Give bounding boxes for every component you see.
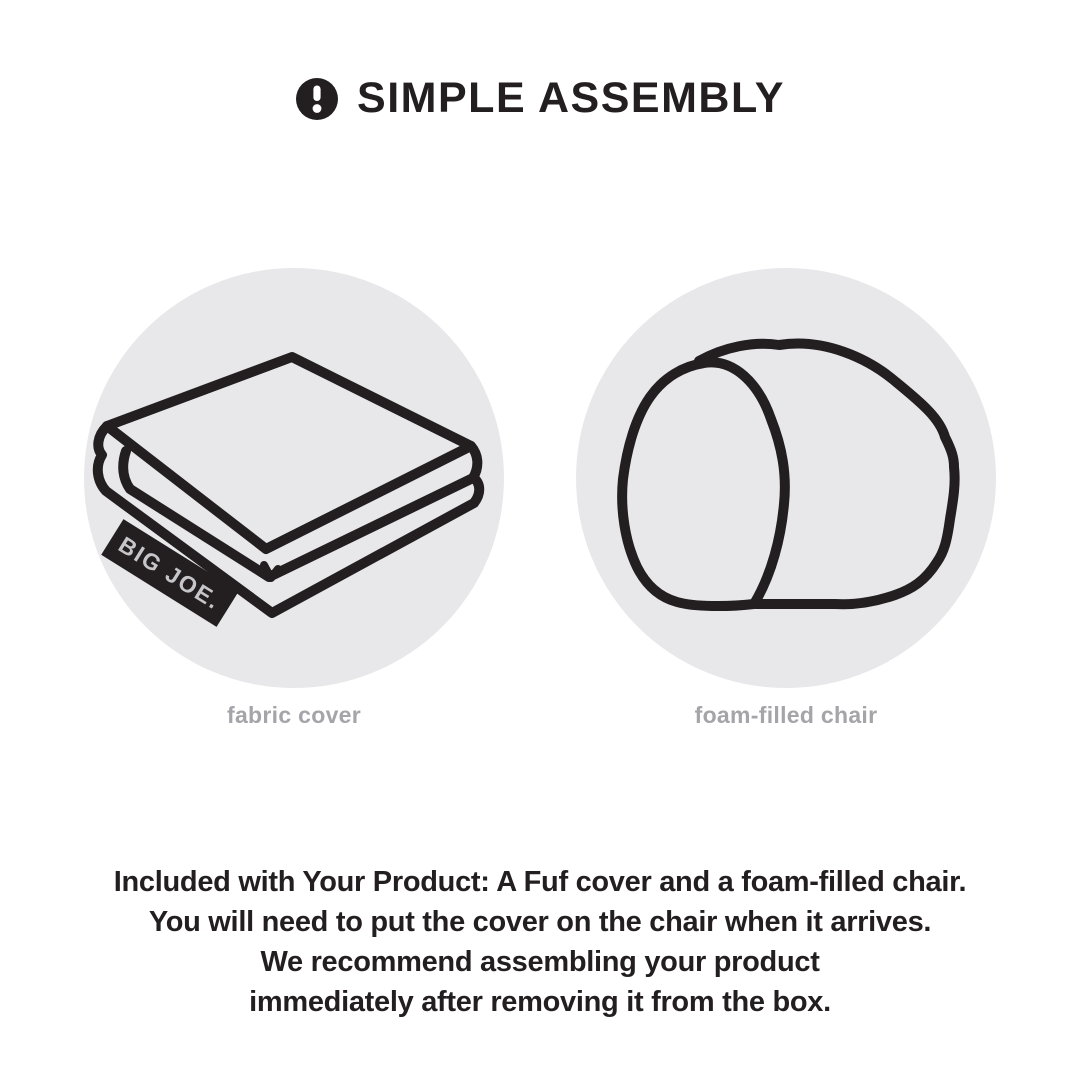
big-joe-tag-label: BIG JOE. [114,531,226,615]
description-line: You will need to put the cover on the chair when it arrives. [148,906,932,938]
chair-line-art [622,344,954,606]
description [0,862,1080,1022]
description-line: Included with Your Product: A Fuf cover and a foam-filled chair. [113,866,967,898]
page-title: SIMPLE ASSEMBLY [357,74,785,122]
item-foam-filled-chair [576,268,996,728]
fabric-cover-circle [84,268,504,688]
folded-cover-illustration [84,268,504,688]
exclamation-circle-icon [295,77,339,121]
description-line: immediately after removing it from the box. [249,986,831,1018]
description-line: We recommend assembling your product [260,946,820,978]
foam-chair-illustration [576,268,996,688]
foam-chair-caption: foam-filled chair [694,702,878,728]
header [0,74,1080,123]
fabric-cover-caption: fabric cover [227,702,361,728]
foam-chair-circle [576,268,996,688]
item-fabric-cover [84,268,504,728]
items-row [0,268,1080,728]
